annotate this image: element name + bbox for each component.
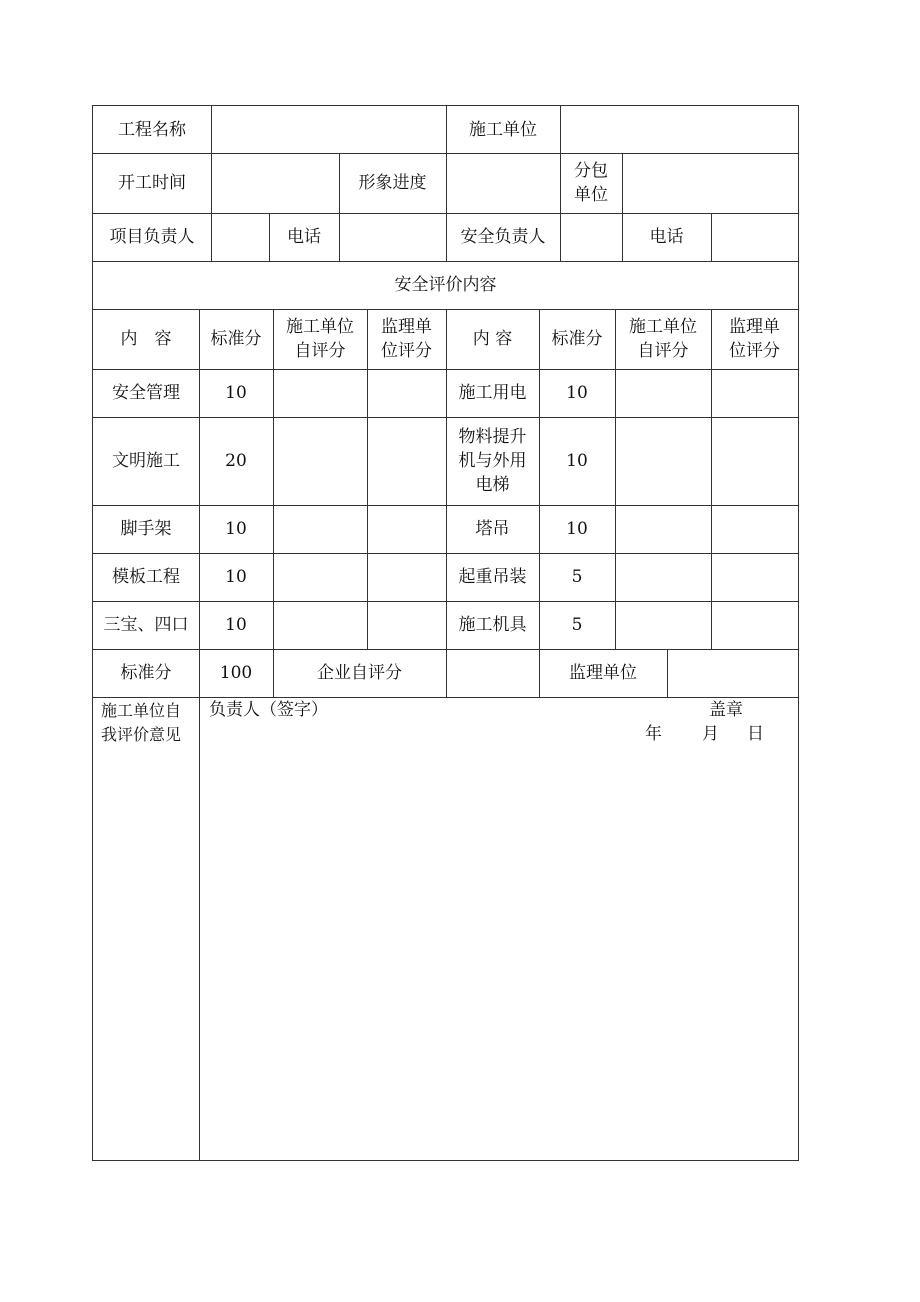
start-time-field[interactable] xyxy=(211,153,339,213)
progress-field[interactable] xyxy=(446,153,560,213)
item-standard-score: 10 xyxy=(225,519,247,539)
contractor-field[interactable] xyxy=(560,106,798,153)
contractor-score-field[interactable] xyxy=(615,553,711,601)
supervisor-score-field[interactable] xyxy=(367,601,446,649)
safety-manager-label: 安全负责人 xyxy=(460,227,546,247)
item-name: 安全管理 xyxy=(112,383,180,403)
opinion-field[interactable] xyxy=(199,697,798,1161)
progress-label: 形象进度 xyxy=(358,173,427,193)
year-label: 年 xyxy=(645,724,662,744)
supervisor-score-field[interactable] xyxy=(711,601,798,649)
phone-label: 电话 xyxy=(287,227,321,247)
supervisor-score-field[interactable] xyxy=(367,553,446,601)
item-standard-score: 10 xyxy=(566,451,588,471)
section-title: 安全评价内容 xyxy=(394,275,497,295)
contractor-score-field[interactable] xyxy=(273,553,367,601)
supervisor-score-field[interactable] xyxy=(711,417,798,505)
signature-label: 负责人（签字） xyxy=(209,700,328,720)
column-header-contractor-score xyxy=(273,309,367,369)
phone-label: 电话 xyxy=(649,227,684,247)
header-line: 自评分 xyxy=(637,341,689,361)
day-label: 日 xyxy=(747,724,764,744)
start-time-label: 开工时间 xyxy=(118,173,186,193)
total-label: 标准分 xyxy=(120,663,172,683)
month-label: 月 xyxy=(702,724,719,744)
contractor-score-field[interactable] xyxy=(273,369,367,417)
supervisor-score-field[interactable] xyxy=(711,369,798,417)
contractor-score-field[interactable] xyxy=(615,601,711,649)
contractor-score-field[interactable] xyxy=(615,417,711,505)
item-name: 模板工程 xyxy=(112,567,180,587)
column-header-content: 内 容 xyxy=(120,329,172,349)
contractor-score-field[interactable] xyxy=(615,505,711,553)
column-header-supervisor-score xyxy=(711,309,798,369)
item-name: 塔吊 xyxy=(475,519,510,539)
phone-field[interactable] xyxy=(339,213,446,261)
item-standard-score: 10 xyxy=(225,383,247,403)
item-standard-score: 10 xyxy=(225,615,247,635)
header-line: 监理单 xyxy=(729,317,780,337)
header-line: 监理单 xyxy=(381,317,432,337)
seal-label: 盖章 xyxy=(709,700,743,720)
supervisor-score-field[interactable] xyxy=(367,369,446,417)
column-header-content: 内 容 xyxy=(472,329,513,349)
item-name-line: 机与外用 xyxy=(458,451,527,471)
contractor-score-field[interactable] xyxy=(273,505,367,553)
subcontractor-field[interactable] xyxy=(622,153,798,213)
column-header-contractor-score xyxy=(615,309,711,369)
safety-manager-field[interactable] xyxy=(560,213,622,261)
project-name-label: 工程名称 xyxy=(118,119,186,140)
supervisor-score-field[interactable] xyxy=(711,553,798,601)
total-value: 100 xyxy=(219,663,253,683)
item-standard-score: 10 xyxy=(566,383,588,403)
subcontractor-label xyxy=(560,153,622,213)
item-name xyxy=(446,417,539,505)
project-name-field[interactable] xyxy=(211,106,446,153)
item-name-line: 电梯 xyxy=(475,475,510,495)
item-name: 脚手架 xyxy=(120,519,172,539)
contractor-score-field[interactable] xyxy=(273,417,367,505)
header-line: 施工单位 xyxy=(286,317,354,337)
project-manager-field[interactable] xyxy=(211,213,269,261)
supervisor-score-field[interactable] xyxy=(367,505,446,553)
item-name-line: 物料提升 xyxy=(458,427,527,447)
item-name: 三宝、四口 xyxy=(103,615,189,635)
self-score-label: 企业自评分 xyxy=(317,663,402,683)
header-line: 位评分 xyxy=(381,341,432,361)
header-line: 位评分 xyxy=(729,341,780,361)
contractor-score-field[interactable] xyxy=(273,601,367,649)
project-manager-label: 项目负责人 xyxy=(109,227,195,247)
header-line: 自评分 xyxy=(294,341,346,361)
supervisor-field[interactable] xyxy=(667,649,798,697)
supervisor-label: 监理单位 xyxy=(569,663,637,683)
header-line: 施工单位 xyxy=(629,317,697,337)
contractor-score-field[interactable] xyxy=(615,369,711,417)
item-name: 施工用电 xyxy=(458,383,527,403)
opinion-label: 施工单位自我评价意见 xyxy=(101,701,182,744)
contractor-label: 施工单位 xyxy=(469,119,537,140)
item-name: 文明施工 xyxy=(112,451,180,471)
item-standard-score: 5 xyxy=(571,615,583,635)
phone-field[interactable] xyxy=(711,213,798,261)
supervisor-score-field[interactable] xyxy=(367,417,446,505)
subcontractor-label-line2: 单位 xyxy=(574,185,608,205)
column-header-supervisor-score xyxy=(367,309,446,369)
column-header-standard-score: 标准分 xyxy=(210,329,262,349)
subcontractor-label-line1: 分包 xyxy=(574,161,608,181)
safety-evaluation-form xyxy=(92,105,799,1161)
item-standard-score: 10 xyxy=(225,567,247,587)
item-standard-score: 5 xyxy=(571,567,583,587)
item-standard-score: 10 xyxy=(566,519,588,539)
supervisor-score-field[interactable] xyxy=(711,505,798,553)
column-header-standard-score: 标准分 xyxy=(551,329,603,349)
item-standard-score: 20 xyxy=(225,451,247,471)
item-name: 施工机具 xyxy=(458,615,527,635)
self-score-field[interactable] xyxy=(446,649,539,697)
item-name: 起重吊装 xyxy=(458,567,527,587)
